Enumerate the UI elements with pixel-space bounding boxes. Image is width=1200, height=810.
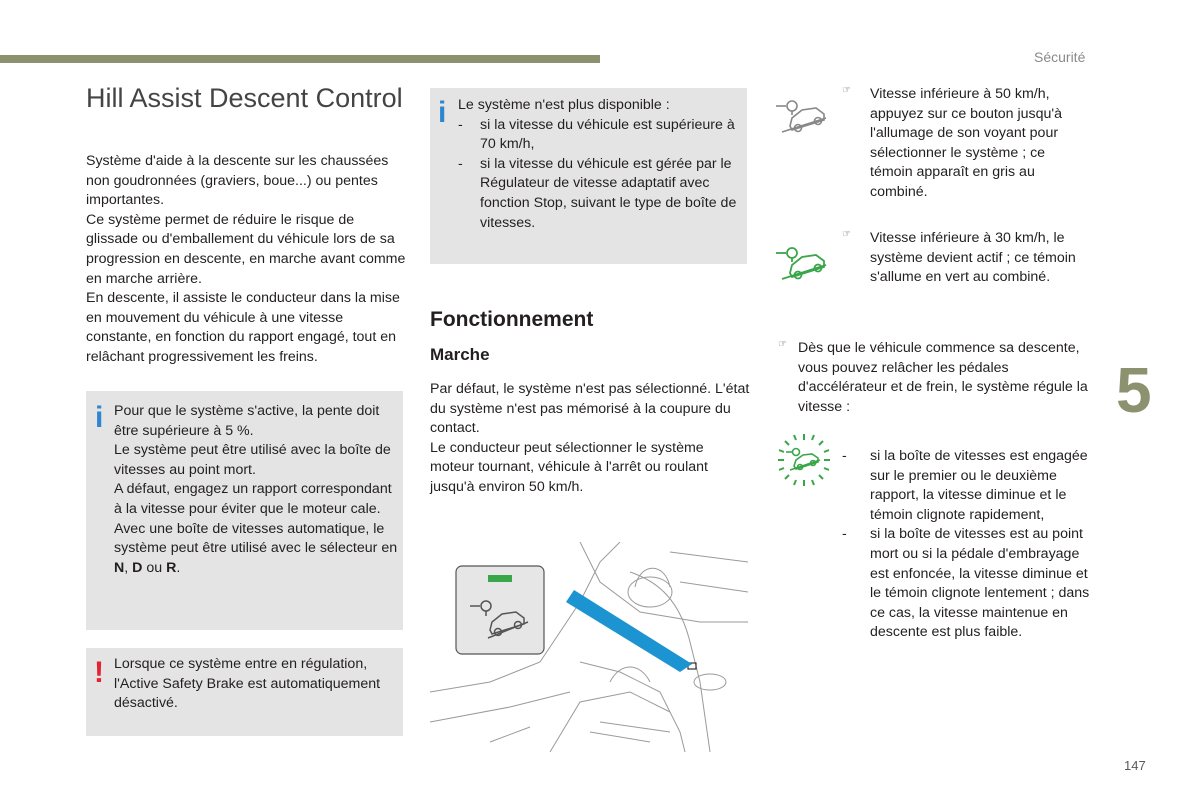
hill-descent-gray-icon [776, 96, 832, 136]
operation-text [430, 380, 750, 498]
note-line: Avec une boîte de vitesses automatique, le système peut être utilisé avec le sélecteur en N, D ou R. [114, 520, 398, 576]
section-heading: Fonctionnement [430, 308, 594, 331]
intro-paragraph: En descente, il assiste le conducteur dans la mise en mouvement du véhicule à une vitesse constante, en fonction du rapport engagé, tout en relâchant progressivement les freins. [86, 290, 400, 365]
gear-n: N [114, 559, 125, 576]
warning-text: Lorsque ce système entre en régulation, l'Active Safety Brake est automatiquement désactivé. [114, 656, 381, 712]
gear-d: D [132, 559, 143, 576]
note-intro: Le système n'est plus disponible : [458, 97, 670, 113]
warning-note [86, 648, 403, 736]
note-line: Le système peut être utilisé avec la boîte de vitesses au point mort. [114, 442, 391, 478]
hill-descent-blinking-icon [776, 432, 832, 488]
operation-paragraph: Le conducteur peut sélectionner le système moteur tournant, véhicule à l'arrêt ou roulant jusqu'à environ 50 km/h. [430, 439, 708, 495]
info-note-activation [86, 391, 403, 630]
sub-list [842, 447, 1092, 643]
info-icon: i [438, 96, 447, 129]
note-line: Pour que le système s'active, la pente doit être supérieure à 5 %. [114, 403, 380, 439]
pointer-icon: ☞ [842, 229, 851, 240]
note-line: A défaut, engagez un rapport correspondant à la vitesse pour éviter que le moteur cale. [114, 481, 392, 517]
list-item: - si la boîte de vitesses est engagée sur le premier ou le deuxième rapport, la vitesse diminue et le témoin clignote rapidement, [842, 447, 1092, 525]
intro-paragraph: Ce système permet de réduire le risque de glissade ou d'emballement du véhicule lors de sa progression en descente, en marche avant comme en marche arrière. [86, 211, 406, 287]
list-item: - si la vitesse du véhicule est gérée par le Régulateur de vitesse adaptatif avec fonction Stop, suivant le type de boîte de vitesses. [458, 155, 742, 233]
intro-paragraph: Système d'aide à la descente sur les chaussées non goudronnées (graviers, boue...) ou pentes importantes. [86, 153, 389, 209]
info-icon: i [95, 401, 104, 434]
pointer-icon: ☞ [842, 85, 851, 96]
chapter-number: 5 [1116, 354, 1152, 426]
page-number: 147 [1124, 758, 1146, 773]
pointer-icon: ☞ [778, 339, 787, 350]
operation-paragraph: Par défaut, le système n'est pas sélectionné. L'état du système n'est pas mémorisé à la coupure du contact. [430, 381, 750, 437]
list-item: - si la boîte de vitesses est au point mort ou si la pédale d'embrayage est enfoncée, la vitesse diminue et le témoin clignote lentement ; dans ce cas, la vitesse maintenue en descente est plus faible. [842, 525, 1092, 643]
subsection-heading: Marche [430, 345, 490, 364]
section-label: Sécurité [1034, 49, 1086, 65]
intro-text [86, 152, 406, 368]
console-illustration [430, 542, 748, 752]
gear-r: R [166, 559, 177, 576]
page-title: Hill Assist Descent Control [86, 83, 403, 113]
info-note-unavailable [430, 88, 747, 264]
hill-descent-green-icon [776, 243, 832, 283]
warning-icon: ! [94, 656, 104, 689]
header-accent-bar [0, 55, 600, 63]
list-item: - si la vitesse du véhicule est supérieure à 70 km/h, [458, 116, 742, 155]
